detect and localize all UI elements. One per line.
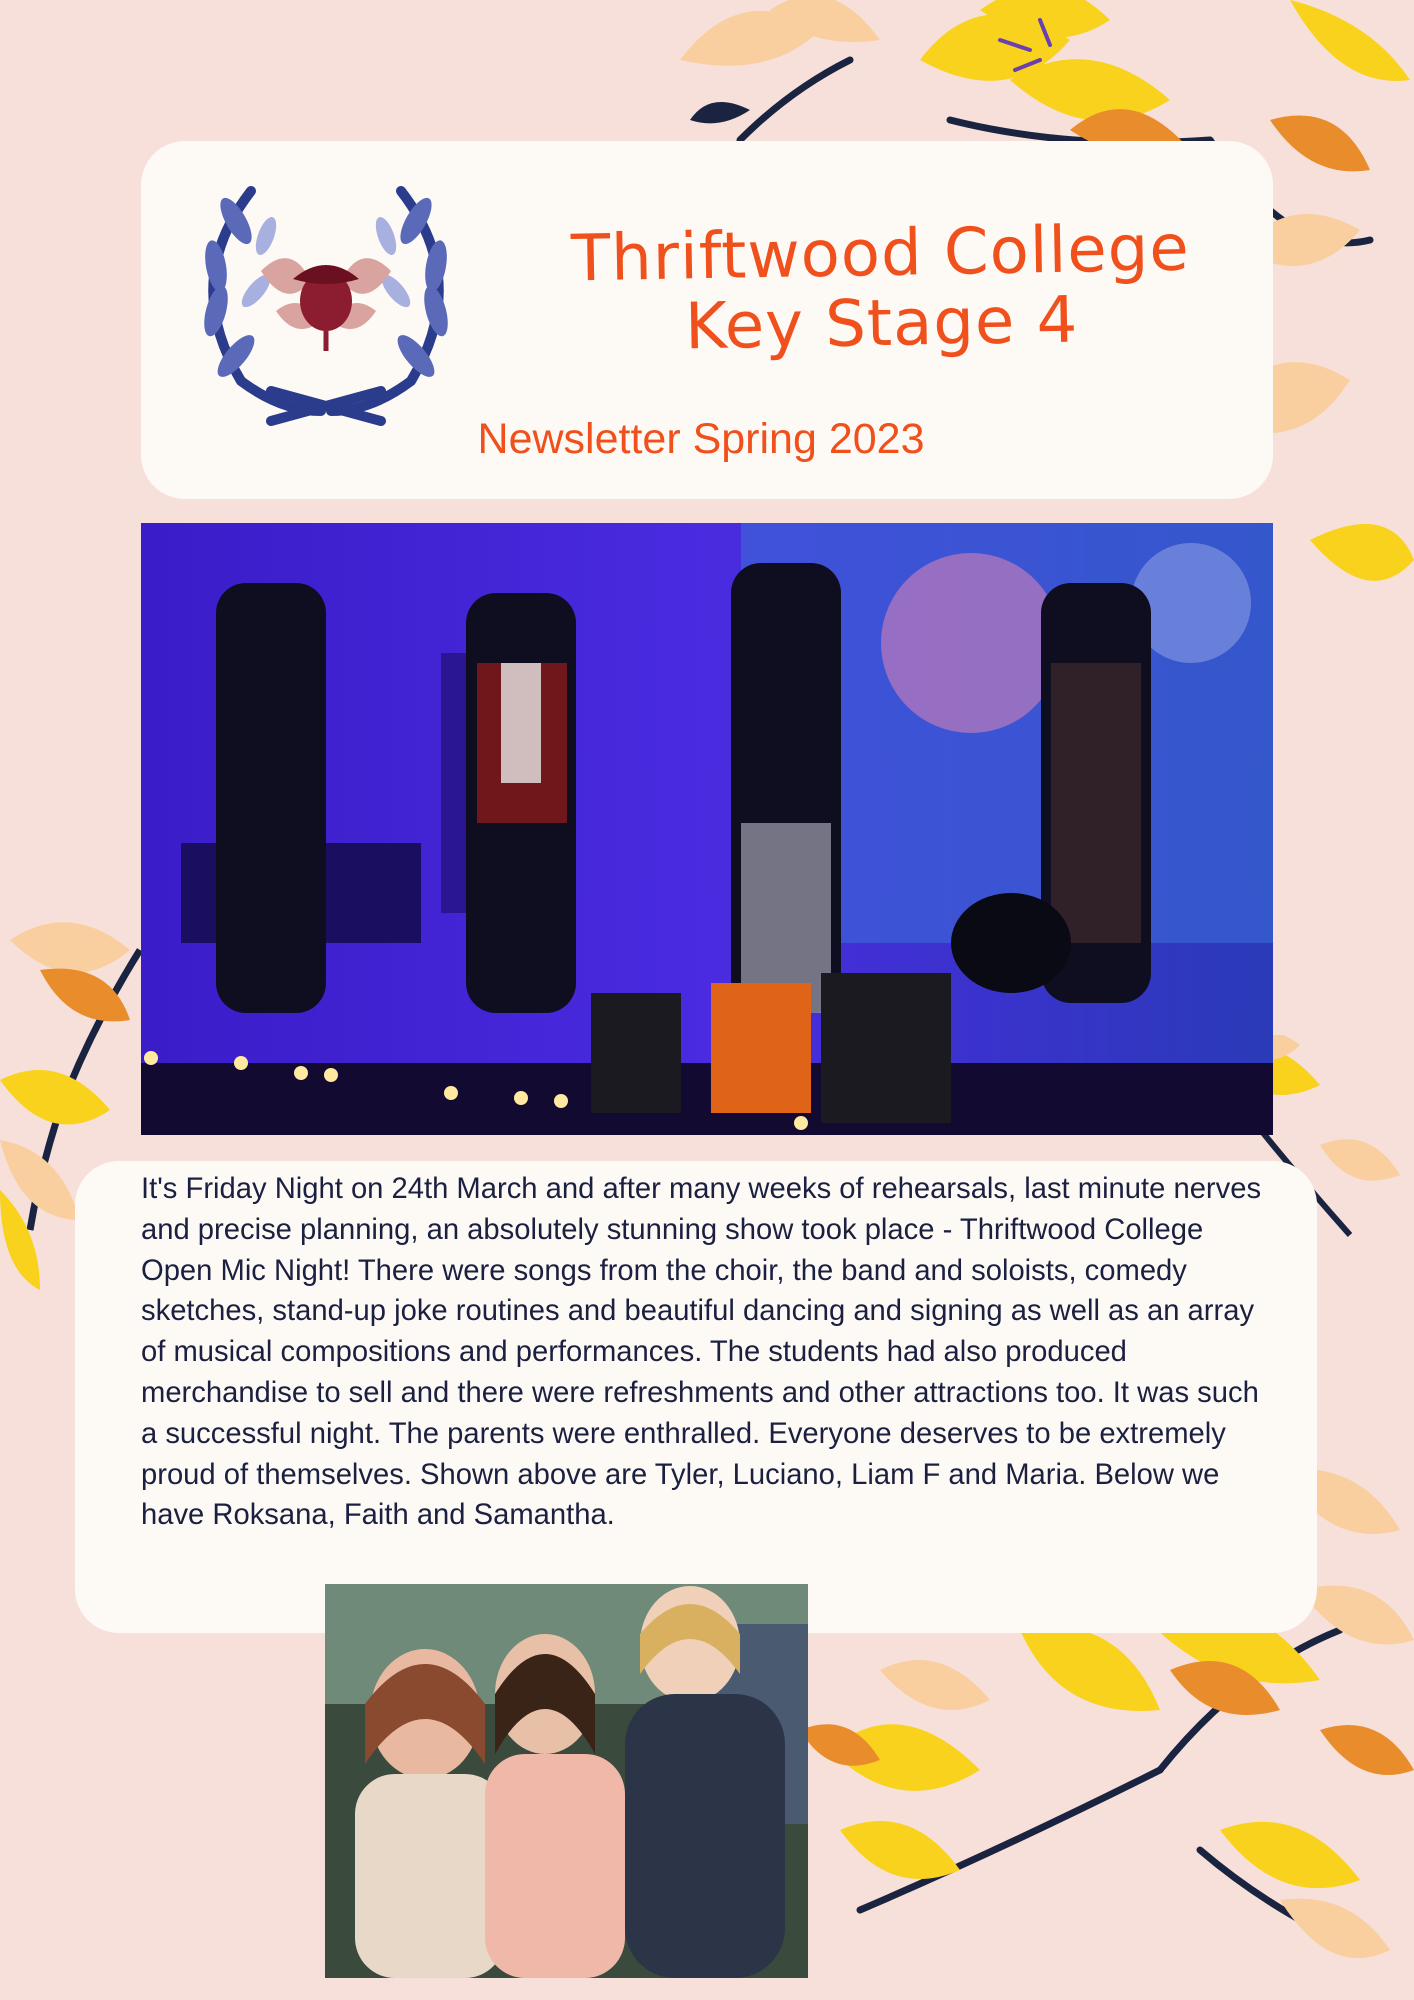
choir-singers-photo <box>325 1584 808 1978</box>
article-body-text: It's Friday Night on 24th March and after many weeks of rehearsals, last minute nerves and precise planning, an absolutely stunning show took place - Thriftwood College Open Mic Night! There were songs from the choir, the band and soloists, comedy sketches, stand-up joke routines and beautiful dancing and signing as well as an array of musical compositions and performances. The students had also produced merchandise to sell and there were refreshments and other attractions too. It was such a successful night. The parents were enthralled. Everyone deserves to be extremely proud of themselves. Shown above are Tyler, Luciano, Liam F and Maria. Below we have Roksana, Faith and Samantha. <box>141 1173 1262 1532</box>
title-line-2: Key Stage 4 <box>684 283 1079 365</box>
newsletter-subtitle: Newsletter Spring 2023 <box>477 415 925 463</box>
stage-performance-photo <box>141 523 1273 1135</box>
title-line-1: Thriftwood College <box>570 211 1191 297</box>
header-card <box>141 141 1273 499</box>
laurel-wreath-crest-icon <box>181 161 471 431</box>
page-title <box>510 213 1252 366</box>
